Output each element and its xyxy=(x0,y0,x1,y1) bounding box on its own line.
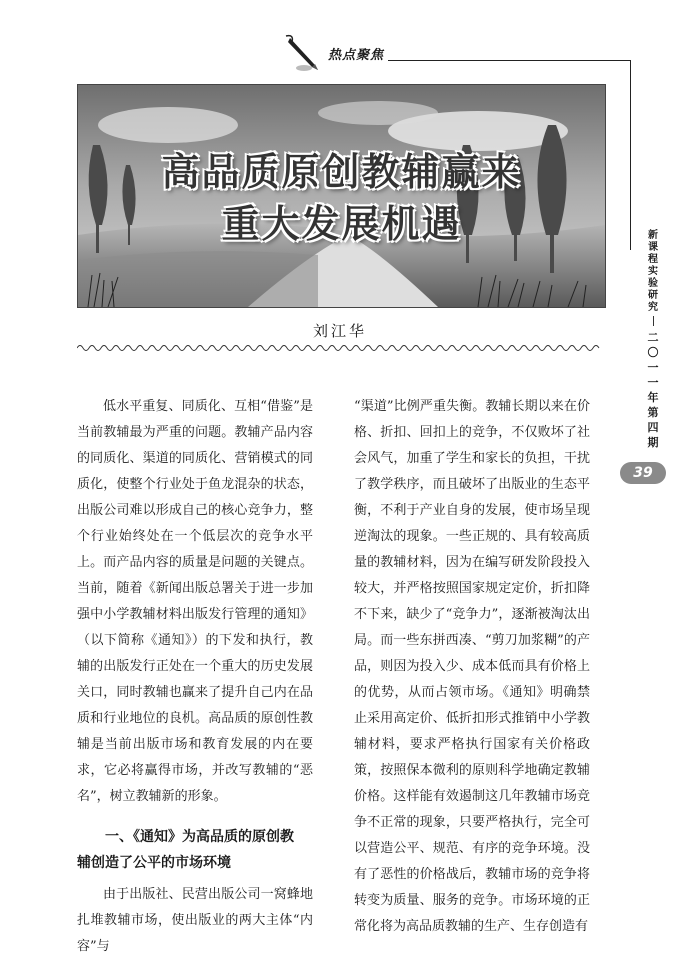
section-header xyxy=(284,34,394,74)
section-heading-line1: 一、《通知》为高品质的原创教 xyxy=(105,829,294,845)
author-name: 刘江华 xyxy=(312,322,367,340)
side-rule xyxy=(630,60,631,250)
top-rule xyxy=(388,60,630,61)
title-banner xyxy=(77,84,606,308)
side-separator xyxy=(653,316,654,326)
page-number: 39 xyxy=(620,462,666,484)
banner-title-line1: 高品质原创教辅赢来 xyxy=(161,150,522,194)
issue-date-vertical: 二 〇 一 一 年 第 四 期 xyxy=(647,331,659,449)
right-paragraph-1: “渠道”比例严重失衡。教辅长期以来在价格、折扣、回扣上的竞争，不仅败坏了社会风气，加重了学生和家长的负担，干扰了教学秩序，而且破坏了出版业的生态平衡，不利于产业自身的发展，使市场呈现逆淘汰的现象。一些正规的、具有较高质量的教辅材料，因为在编写研发阶段投入较大，并严格按照国家规定定价，折扣降不下来，缺少了“竞争力”，逐渐被淘汰出局。而一些东拼西凑、“剪刀加浆糊”的产品，则因为投入少、成本低而具有价格上的优势，从而占领市场。《通知》明确禁止采用高定价、低折扣形式推销中小学教辅材料，要求严格执行国家有关价格政策，按照保本微利的原则科学地确定教辅价格。这样能有效遏制这几年教辅市场竞争不正常的现象，只要严格执行，完全可以营造公平、规范、有序的竞争环境。没有了恶性的价格战后，教辅市场的竞争将转变为质量、服务的竞争。市场环境的正常化将为高品质教辅的生产、生存创造有 xyxy=(354,399,590,934)
banner-title-line2: 重大发展机遇 xyxy=(221,202,462,246)
left-paragraph-1: 低水平重复、同质化、互相“借鉴”是当前教辅最为严重的问题。教辅产品内容的同质化、渠道的同质化、营销模式的同质化，使整个行业处于鱼龙混杂的状态，出版公司难以形成自己的核心竞争力，整个行业始终处在一个低层次的竞争水平上。而产品内容的质量是问题的关键点。当前，随着《新闻出版总署关于进一步加强中小学教辅材料出版发行管理的通知》（以下简称《通知》）的下发和执行，教辅的出版发行正处在一个重大的历史发展关口，同时教辅也赢来了提升自己内在品质和行业地位的良机。高品质的原创性教辅是当前出版市场和教育发展的内在要求，它必将赢得市场，并改写教辅的“恶名”，树立教辅新的形象。 xyxy=(77,399,313,804)
section-heading xyxy=(77,824,313,876)
section-label: 热点聚焦 xyxy=(328,48,385,63)
section-heading-line2: 辅创造了公平的市场环境 xyxy=(77,855,231,871)
right-column xyxy=(354,394,590,940)
pen-icon xyxy=(284,34,330,74)
left-paragraph-2: 由于出版社、民营出版公司一窝蜂地扎堆教辅市场，使出版业的两大主体“内容”与 xyxy=(77,887,313,954)
wavy-divider xyxy=(77,343,603,353)
journal-name-vertical: 新 课 程 实 验 研 究 xyxy=(648,230,658,313)
left-column xyxy=(77,394,313,960)
